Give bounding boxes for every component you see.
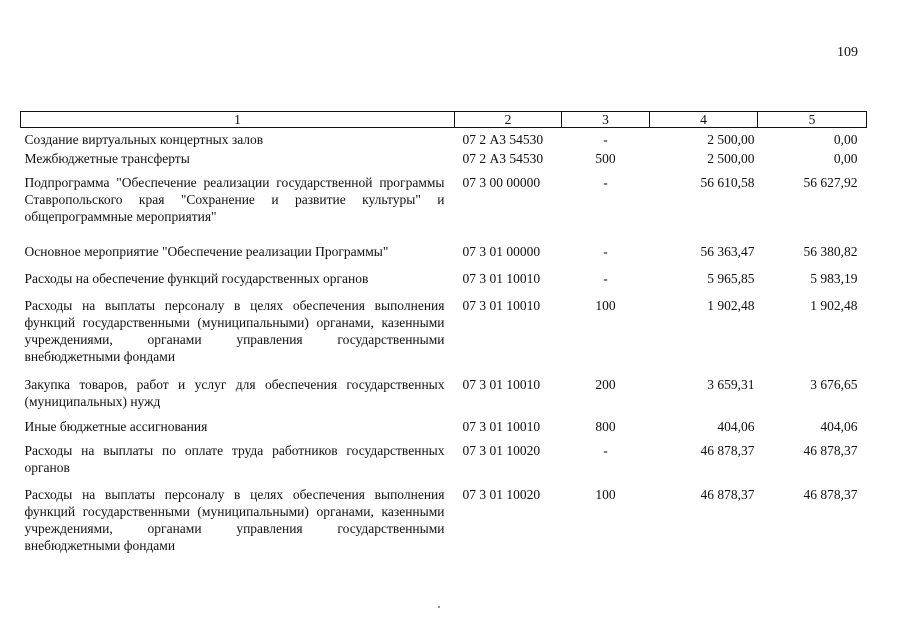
row-expense-type: 800 bbox=[595, 418, 616, 434]
scan-speck bbox=[438, 606, 440, 608]
row-name: Межбюджетные трансферты bbox=[24, 150, 190, 166]
table-row bbox=[21, 128, 867, 150]
row-amount-col5: 404,06 bbox=[820, 418, 858, 434]
row-name: Расходы на выплаты персоналу в целях обеспечения выполнения функций государственными (муниципальными) органами, казенными учреждениями, органами управления государственными внебюджетными фондами bbox=[24, 486, 445, 553]
table-body bbox=[21, 128, 867, 556]
page-number: 109 bbox=[837, 45, 858, 60]
row-amount-col4: 2 500,00 bbox=[707, 132, 755, 147]
row-code: 07 3 00 00000 bbox=[462, 174, 541, 190]
row-amount-col5: 3 676,65 bbox=[810, 376, 858, 392]
row-expense-type: - bbox=[603, 442, 608, 458]
column-header-5: 5 bbox=[758, 112, 867, 128]
row-amount-col5: 1 902,48 bbox=[810, 297, 858, 313]
row-amount-col4: 2 500,00 bbox=[707, 150, 755, 166]
row-code: 07 2 А3 54530 bbox=[462, 150, 544, 166]
row-name: Иные бюджетные ассигнования bbox=[24, 418, 208, 434]
row-amount-col4: 56 363,47 bbox=[700, 243, 755, 259]
row-code: 07 3 01 10010 bbox=[462, 418, 541, 434]
row-amount-col4: 5 965,85 bbox=[707, 270, 755, 286]
row-amount-col4: 404,06 bbox=[717, 418, 755, 434]
row-amount-col5: 0,00 bbox=[833, 132, 858, 147]
table-row bbox=[21, 150, 867, 174]
table-row bbox=[21, 243, 867, 270]
row-expense-type: - bbox=[603, 270, 608, 286]
row-name: Расходы на обеспечение функций государственных органов bbox=[24, 270, 369, 286]
row-amount-col5: 46 878,37 bbox=[803, 486, 858, 502]
row-amount-col4: 46 878,37 bbox=[700, 442, 755, 458]
row-amount-col4: 56 610,58 bbox=[700, 174, 755, 190]
row-code: 07 2 А3 54530 bbox=[462, 132, 544, 147]
row-expense-type: 500 bbox=[595, 150, 616, 166]
row-code: 07 3 01 10010 bbox=[462, 376, 541, 392]
row-amount-col4: 46 878,37 bbox=[700, 486, 755, 502]
row-code: 07 3 01 00000 bbox=[462, 243, 541, 259]
table-row bbox=[21, 418, 867, 442]
column-header-3: 3 bbox=[562, 112, 650, 128]
row-code: 07 3 01 10020 bbox=[462, 486, 541, 502]
budget-table bbox=[20, 111, 867, 556]
row-expense-type: - bbox=[603, 132, 608, 147]
row-name: Создание виртуальных концертных залов bbox=[24, 132, 264, 147]
row-name: Закупка товаров, работ и услуг для обеспечения государственных (муниципальных) нужд bbox=[24, 376, 445, 409]
row-expense-type: - bbox=[603, 243, 608, 259]
row-amount-col5: 56 380,82 bbox=[803, 243, 858, 259]
table-row bbox=[21, 297, 867, 376]
table-row bbox=[21, 376, 867, 418]
row-code: 07 3 01 10010 bbox=[462, 297, 541, 313]
table-header bbox=[21, 112, 867, 128]
row-expense-type: 200 bbox=[595, 376, 616, 392]
row-code: 07 3 01 10020 bbox=[462, 442, 541, 458]
row-amount-col4: 3 659,31 bbox=[707, 376, 755, 392]
table-row bbox=[21, 174, 867, 243]
header-row bbox=[21, 112, 867, 128]
row-name: Расходы на выплаты по оплате труда работников государственных органов bbox=[24, 442, 445, 475]
column-header-2: 2 bbox=[455, 112, 562, 128]
row-name: Расходы на выплаты персоналу в целях обеспечения выполнения функций государственными (муниципальными) органами, казенными учреждениями, органами управления государственными внебюджетными фондами bbox=[24, 297, 445, 364]
row-name: Основное мероприятие "Обеспечение реализации Программы" bbox=[24, 243, 389, 259]
row-expense-type: - bbox=[603, 174, 608, 190]
row-amount-col5: 5 983,19 bbox=[810, 270, 858, 286]
row-expense-type: 100 bbox=[595, 486, 616, 502]
row-amount-col5: 0,00 bbox=[833, 150, 858, 166]
row-expense-type: 100 bbox=[595, 297, 616, 313]
row-amount-col4: 1 902,48 bbox=[707, 297, 755, 313]
table-row bbox=[21, 270, 867, 297]
row-code: 07 3 01 10010 bbox=[462, 270, 541, 286]
row-amount-col5: 56 627,92 bbox=[803, 174, 858, 190]
table-row bbox=[21, 486, 867, 556]
table-row bbox=[21, 442, 867, 486]
column-header-4: 4 bbox=[650, 112, 758, 128]
row-amount-col5: 46 878,37 bbox=[803, 442, 858, 458]
column-header-1: 1 bbox=[21, 112, 455, 128]
row-name: Подпрограмма "Обеспечение реализации государственной программы Ставропольского края "Сохранение и развитие культуры" и общепрограммные мероприятия" bbox=[24, 174, 445, 224]
